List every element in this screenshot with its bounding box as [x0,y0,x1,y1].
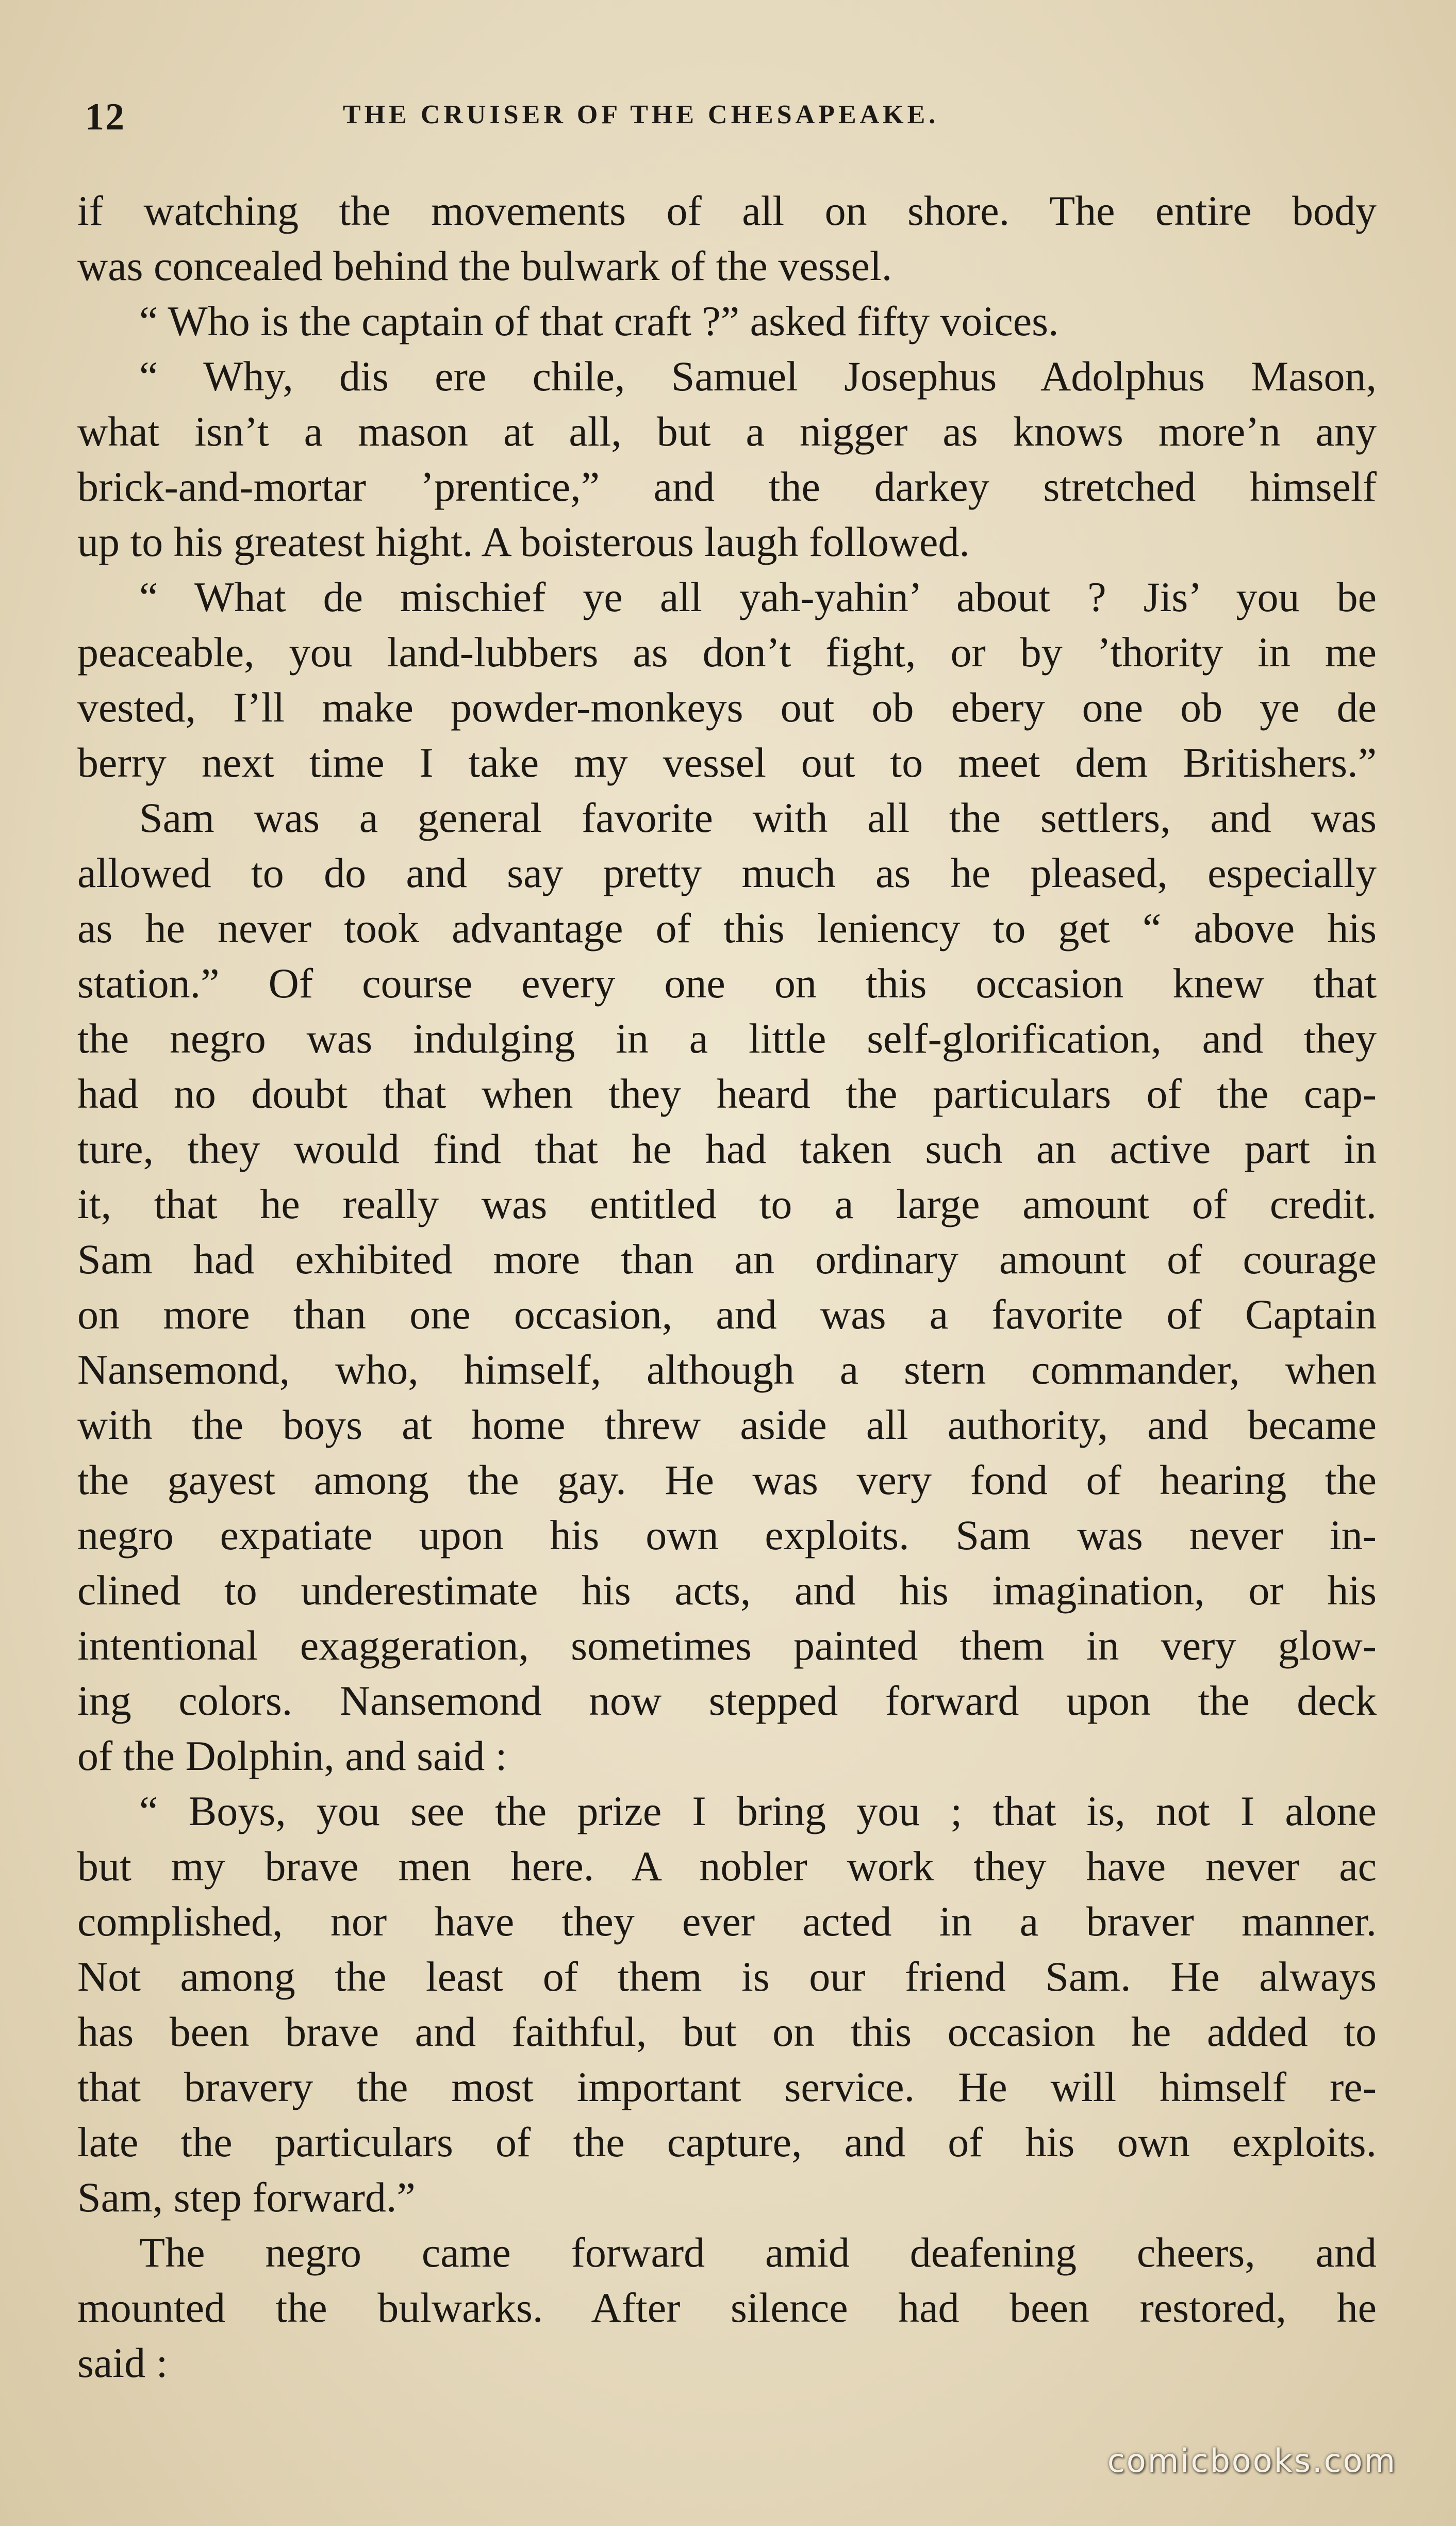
text-line: The negro came forward amid deafening cheers, and [139,2229,1377,2276]
text-line: station.” Of course every one on this occasion knew that [77,960,1377,1007]
text-line: clined to underestimate his acts, and his imagination, or his [77,1567,1377,1614]
text-line: what isn’t a mason at all, but a nigger as knows more’n any [77,408,1377,455]
text-line: Not among the least of them is our friend Sam. He always [77,1953,1377,2000]
page-number: 12 [85,96,125,138]
text-line: “ What de mischief ye all yah-yahin’ about ? Jis’ you be [139,573,1377,620]
text-line: brick-and-mortar ’prentice,” and the darkey stretched himself [77,463,1377,510]
watermark: comicbooks.com [1107,2442,1397,2480]
text-line: the gayest among the gay. He was very fond of hearing the [77,1456,1377,1503]
text-line: on more than one occasion, and was a favorite of Captain [77,1291,1377,1338]
text-line: has been brave and faithful, but on this occasion he added to [77,2008,1377,2055]
text-line: berry next time I take my vessel out to meet dem Britishers.” [77,739,1377,786]
body-text [77,183,1377,2390]
text-line: up to his greatest hight. A boisterous laugh followed. [77,518,970,565]
text-line: vested, I’ll make powder-monkeys out ob ebery one ob ye de [77,684,1377,731]
text-line: peaceable, you land-lubbers as don’t fight, or by ’thority in me [77,629,1377,676]
page-header [85,95,1405,137]
running-head: THE CRUISER OF THE CHESAPEAKE. [343,100,939,129]
text-line: “ Boys, you see the prize I bring you ; that is, not I alone [139,1787,1377,1834]
text-line: late the particulars of the capture, and of his own exploits. [77,2119,1377,2166]
text-line: ing colors. Nansemond now stepped forward upon the deck [77,1677,1377,1724]
text-line: but my brave men here. A nobler work they have never ac [77,1843,1377,1890]
text-line: Nansemond, who, himself, although a stern commander, when [77,1346,1377,1393]
text-line: “ Why, dis ere chile, Samuel Josephus Adolphus Mason, [139,353,1377,400]
text-line: as he never took advantage of this leniency to get “ above his [77,905,1377,952]
text-line: that bravery the most important service. He will himself re- [77,2063,1377,2110]
text-line: said : [77,2339,168,2386]
text-line: it, that he really was entitled to a large amount of credit. [77,1180,1377,1227]
text-line: mounted the bulwarks. After silence had been restored, he [77,2284,1377,2331]
text-line: Sam, step forward.” [77,2174,416,2221]
text-line: Sam had exhibited more than an ordinary amount of courage [77,1236,1377,1283]
text-line: had no doubt that when they heard the particulars of the cap- [77,1070,1377,1117]
text-line: ture, they would find that he had taken such an active part in [77,1125,1377,1172]
text-line: if watching the movements of all on shore. The entire body [77,187,1377,234]
text-line: intentional exaggeration, sometimes painted them in very glow- [77,1622,1377,1669]
text-line: of the Dolphin, and said : [77,1732,507,1779]
text-line: negro expatiate upon his own exploits. Sam was never in- [77,1512,1377,1559]
text-line: complished, nor have they ever acted in a braver manner. [77,1898,1377,1945]
text-line: with the boys at home threw aside all authority, and became [77,1401,1377,1448]
text-line: Sam was a general favorite with all the settlers, and was [139,794,1377,841]
text-line: was concealed behind the bulwark of the vessel. [77,242,892,289]
text-line: the negro was indulging in a little self-glorification, and they [77,1015,1377,1062]
text-line: “ Who is the captain of that craft ?” asked fifty voices. [139,298,1059,345]
text-line: allowed to do and say pretty much as he pleased, especially [77,849,1377,896]
